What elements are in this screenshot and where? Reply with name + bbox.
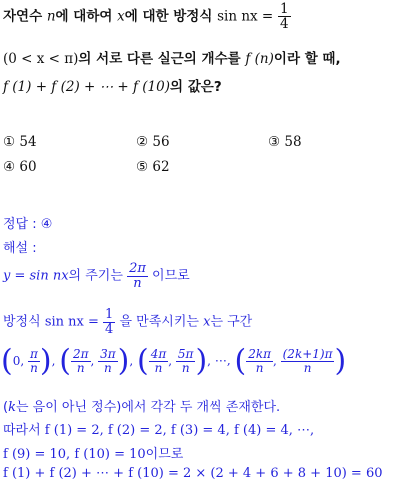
fraction-numerator: 2π <box>129 261 146 276</box>
math-var: x <box>203 314 211 330</box>
fraction-denominator: n <box>154 360 163 375</box>
open-paren: ( <box>137 343 149 378</box>
close-paren: ) <box>39 343 52 378</box>
option-3[interactable] <box>268 134 302 150</box>
solution-text: 이므로 <box>152 268 190 284</box>
fraction-denominator: n <box>104 360 112 375</box>
question-text: 의 서로 다른 실근의 개수를 <box>78 51 241 67</box>
fraction-denominator: n <box>133 275 142 291</box>
option-2[interactable] <box>136 134 170 150</box>
option-value: 60 <box>19 159 37 175</box>
math-var: n <box>46 8 56 25</box>
option-value: 62 <box>152 159 170 175</box>
fraction-numerator: π <box>30 346 38 361</box>
close-paren: ) <box>334 343 347 378</box>
option-value: 54 <box>19 134 37 150</box>
solution-text: 을 만족시키는 <box>119 314 199 330</box>
math-function: f (n) <box>245 51 274 67</box>
option-marker: ② <box>136 134 149 150</box>
math-expression: sin nx = <box>44 314 99 330</box>
question-line-1 <box>3 2 291 31</box>
fraction <box>103 308 115 336</box>
math-var: k <box>8 400 16 415</box>
fraction <box>281 348 335 374</box>
fraction-numerator: 3π <box>100 346 116 361</box>
answer-label: 정답 : ④ <box>3 217 53 232</box>
fraction-denominator: n <box>30 360 38 375</box>
interval-start: 0, <box>12 353 25 368</box>
math-expression: sin nx = <box>217 8 274 25</box>
fraction-numerator: 1 <box>279 1 289 17</box>
open-paren: ( <box>59 343 71 378</box>
fraction-numerator: (2k+1)π <box>282 346 333 361</box>
option-marker: ① <box>3 134 16 150</box>
fraction <box>278 2 291 31</box>
fraction <box>176 348 196 374</box>
solution-text: 는 음이 아닌 정수)에서 각각 두 개씩 존재한다. <box>15 400 281 415</box>
option-marker: ③ <box>268 134 281 150</box>
fraction-denominator: n <box>181 360 190 375</box>
fraction-numerator: 2π <box>72 346 89 361</box>
fraction <box>149 348 169 374</box>
fraction <box>71 348 91 374</box>
question-text: 의 값은? <box>170 79 222 95</box>
solution-text: 방정식 <box>3 314 41 330</box>
interval-1: (0, $\frac{\pi}{n}$ ), <box>1 343 60 378</box>
fraction-numerator: 1 <box>105 307 114 322</box>
sum-line <box>3 466 383 481</box>
question-line-2 <box>3 47 341 67</box>
close-paren: ) <box>117 343 130 378</box>
f9-line <box>3 443 183 462</box>
period-line <box>3 262 190 290</box>
fraction <box>246 348 273 374</box>
explanation-label: 해설 : <box>3 241 37 256</box>
k-note-line: (k는 음이 아닌 정수)에서 각각 두 개씩 존재한다. <box>3 400 281 415</box>
question-text: 자연수 <box>3 8 43 25</box>
option-1[interactable] <box>3 134 37 150</box>
solution-text: f (9) = 10, f (10) = 10이므로 <box>3 447 184 462</box>
fraction-denominator: n <box>303 360 312 375</box>
open-paren: ( <box>234 343 247 378</box>
fraction-denominator: 4 <box>279 16 289 33</box>
fraction-denominator: n <box>255 360 264 375</box>
interval-2: ( $\frac{2\pi}{n}$ , $\frac{3\pi}{n}$ ), <box>59 343 138 378</box>
so-line <box>3 419 314 438</box>
question-text: 에 대하여 <box>55 8 113 25</box>
question-text: 이라 할 때, <box>273 51 341 67</box>
fraction-denominator: n <box>76 360 85 375</box>
option-5[interactable] <box>136 159 170 175</box>
intervals-line <box>1 343 347 378</box>
ellipsis: ⋯, <box>214 353 231 368</box>
fraction-numerator: 5π <box>177 346 194 361</box>
fraction <box>98 348 118 374</box>
math-var: x <box>117 8 125 25</box>
interval-3: ( $\frac{4\pi}{n}$ , $\frac{5\pi}{n}$ ), <box>137 343 215 378</box>
option-value: 58 <box>284 134 302 150</box>
close-paren: ) <box>195 343 208 378</box>
open-paren: ( <box>1 343 13 378</box>
math-interval: (0 < x < π) <box>3 51 79 67</box>
math-expression: y = sin nx <box>3 268 69 284</box>
option-4[interactable] <box>3 159 37 175</box>
fraction-numerator: 4π <box>150 346 167 361</box>
option-marker: ⑤ <box>136 159 149 175</box>
interval-k: ( $\frac{2k\pi}{n}$ , $\frac{(2k+1)\pi}{n}$ ) <box>234 343 347 378</box>
equation-line <box>3 308 252 336</box>
fraction <box>28 348 40 374</box>
fraction <box>127 262 148 290</box>
question-text: 에 대한 방정식 <box>124 8 213 25</box>
solution-text: f (1) + f (2) + ⋯ + f (10) = 2 × (2 + 4 + 6 + 8 + 10) = 60 <box>3 466 383 481</box>
solution-text: 의 주기는 <box>68 268 123 284</box>
solution-text: 따라서 f (1) = 2, f (2) = 2, f (3) = 4, f (4) = 4, ⋯, <box>3 423 315 438</box>
option-value: 56 <box>152 134 170 150</box>
math-expression: f (1) + f (2) + ⋯ + f (10) <box>3 79 171 95</box>
fraction-numerator: 2kπ <box>248 346 271 361</box>
fraction-denominator: 4 <box>105 321 114 337</box>
question-line-3 <box>3 75 222 95</box>
option-marker: ④ <box>3 159 16 175</box>
solution-text: 는 구간 <box>210 314 253 330</box>
